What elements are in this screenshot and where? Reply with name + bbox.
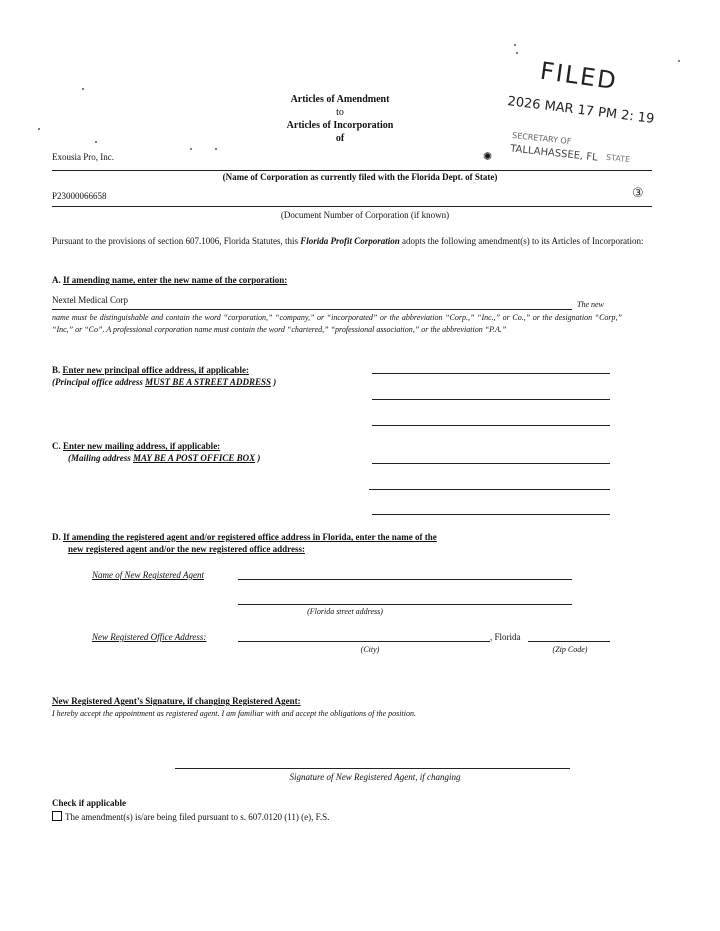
section-b-title: Enter new principal office address, if applicable: bbox=[62, 365, 249, 375]
city-caption: (City) bbox=[360, 645, 380, 654]
intro-paragraph bbox=[52, 235, 657, 247]
scan-speck bbox=[215, 148, 217, 150]
section-d-letter: D. bbox=[52, 532, 61, 542]
section-d-title-line1: If amending the registered agent and/or registered office address in Florida, enter the name of the bbox=[63, 532, 437, 542]
title-line-3: Articles of Incorporation bbox=[286, 120, 394, 131]
agent-signature-caption: Signature of New Registered Agent, if changing bbox=[289, 772, 461, 782]
section-d-title-line2: new registered agent and/or the new registered office address: bbox=[68, 544, 305, 554]
agent-acceptance-statement: I hereby accept the appointment as registered agent. I am familiar with and accept the obligations of the position. bbox=[52, 709, 416, 718]
secretary-fragment: SECRETARY OF bbox=[511, 130, 572, 147]
zip-line[interactable] bbox=[528, 641, 610, 642]
scan-speck bbox=[514, 44, 516, 46]
section-a-heading bbox=[52, 275, 287, 285]
principal-address-line-2[interactable] bbox=[372, 399, 610, 400]
scan-speck bbox=[516, 52, 518, 54]
filed-stamp: FILED bbox=[538, 56, 620, 96]
agent-name-label: Name of New Registered Agent bbox=[92, 570, 204, 580]
section-c-sub-prefix: (Mailing address bbox=[68, 453, 131, 463]
document-number: P23000066658 bbox=[52, 191, 107, 201]
name-note-line1-tail: The new bbox=[577, 300, 604, 309]
section-d-heading bbox=[52, 532, 437, 542]
section-b-subtitle bbox=[52, 377, 276, 387]
scan-speck bbox=[190, 148, 192, 150]
scan-speck bbox=[82, 88, 84, 90]
section-a-letter: A. bbox=[52, 275, 61, 285]
intro-text-after: adopts the following amendment(s) to its Articles of Incorporation: bbox=[402, 236, 644, 246]
section-c-letter: C. bbox=[52, 441, 61, 451]
principal-address-line-3[interactable] bbox=[372, 425, 610, 426]
agent-signature-heading: New Registered Agent’s Signature, if changing Registered Agent: bbox=[52, 696, 301, 706]
office-address-label: New Registered Office Address: bbox=[92, 632, 207, 642]
name-requirements-note: name must be distinguishable and contain the word “corporation,” “company,” or “incorporated” or the abbreviation “Corp.,” “Inc.,” or Co.,” or the designation “Corp,” “Inc,” or “Co”. A professional corporation name must contain the word “chartered,” “professional association,” or the abbreviation “P.A.” bbox=[52, 313, 622, 334]
new-name-line bbox=[52, 309, 572, 310]
intro-text-before: Pursuant to the provisions of section 607.1006, Florida Statutes, this bbox=[52, 236, 298, 246]
section-c-sub-emphasis: MAY BE A POST OFFICE BOX bbox=[133, 453, 256, 463]
new-corporation-name: Nextel Medical Corp bbox=[52, 295, 128, 305]
section-b-heading bbox=[52, 365, 249, 375]
stamp-location: TALLAHASSEE, FL bbox=[509, 143, 599, 164]
amendment-checkbox-row bbox=[52, 811, 329, 822]
mailing-address-line-3[interactable] bbox=[372, 514, 610, 515]
section-c-title: Enter new mailing address, if applicable: bbox=[63, 441, 221, 451]
mailing-address-line-1[interactable] bbox=[372, 463, 610, 464]
section-c-sub-suffix: ) bbox=[257, 453, 261, 463]
zip-caption: (Zip Code) bbox=[552, 645, 588, 654]
street-address-caption: (Florida street address) bbox=[307, 607, 383, 616]
section-b-sub-prefix: (Principal office address bbox=[52, 377, 143, 387]
section-c-heading bbox=[52, 441, 220, 451]
intro-corporation-type: Florida Profit Corporation bbox=[300, 236, 400, 246]
stamp-seal-icon: ✺ bbox=[483, 150, 493, 163]
agent-signature-line[interactable] bbox=[175, 768, 570, 769]
corporation-name: Exousia Pro, Inc. bbox=[52, 152, 114, 162]
principal-address-line-1[interactable] bbox=[372, 373, 610, 374]
filed-date-time: 2026 MAR 17 PM 2: 19 bbox=[506, 94, 656, 127]
agent-name-line[interactable] bbox=[238, 579, 572, 580]
florida-label: , Florida bbox=[490, 632, 521, 642]
check-if-applicable-heading: Check if applicable bbox=[52, 798, 127, 808]
section-b-sub-suffix: ) bbox=[273, 377, 277, 387]
amendment-checkbox-label: The amendment(s) is/are being filed pursuant to s. 607.0120 (11) (e), F.S. bbox=[65, 812, 330, 822]
title-line-4: of bbox=[335, 133, 345, 144]
city-line[interactable] bbox=[238, 641, 490, 642]
scan-speck bbox=[38, 128, 40, 130]
agent-street-line[interactable] bbox=[238, 604, 572, 605]
stamp-state-fragment: STATE bbox=[605, 152, 631, 165]
mailing-address-line-2[interactable] bbox=[369, 489, 610, 490]
title-line-2: to bbox=[336, 107, 344, 118]
stamp-mark-icon: ③ bbox=[632, 186, 644, 201]
document-number-caption: (Document Number of Corporation (if known) bbox=[280, 210, 450, 220]
document-number-line bbox=[52, 206, 652, 207]
corporation-name-line bbox=[52, 170, 652, 171]
scan-speck bbox=[678, 60, 680, 62]
scan-speck bbox=[95, 141, 97, 143]
section-b-sub-emphasis: MUST BE A STREET ADDRESS bbox=[145, 377, 271, 387]
amendment-checkbox[interactable] bbox=[52, 811, 62, 821]
title-line-1: Articles of Amendment bbox=[290, 94, 390, 105]
section-b-letter: B. bbox=[52, 365, 61, 375]
corporation-name-caption: (Name of Corporation as currently filed with the Florida Dept. of State) bbox=[222, 172, 498, 182]
section-c-subtitle bbox=[68, 453, 260, 463]
section-a-title: If amending name, enter the new name of the corporation: bbox=[63, 275, 288, 285]
